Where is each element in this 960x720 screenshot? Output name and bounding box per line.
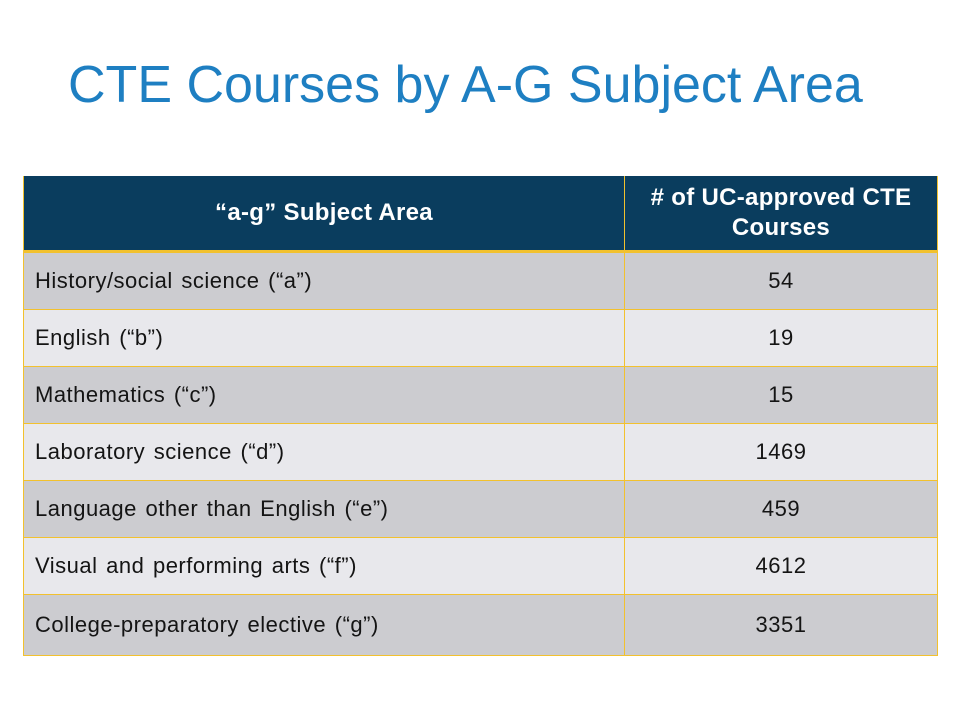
header-subject-area: “a-g” Subject Area bbox=[24, 176, 625, 250]
table-row bbox=[24, 367, 937, 424]
table-row bbox=[24, 253, 937, 310]
count-cell: 3351 bbox=[755, 612, 807, 637]
count-cell: 459 bbox=[761, 496, 801, 521]
subject-cell: Language other than English (“e”) bbox=[24, 481, 625, 537]
subject-cell: English (“b”) bbox=[24, 310, 625, 366]
subject-cell: Visual and performing arts (“f”) bbox=[24, 538, 625, 594]
subject-cell: Mathematics (“c”) bbox=[24, 367, 625, 423]
count-cell: 54 bbox=[768, 268, 794, 293]
table-row bbox=[24, 424, 937, 481]
slide-title: CTE Courses by A-G Subject Area bbox=[68, 56, 863, 114]
count-cell: 4612 bbox=[755, 553, 807, 578]
table-row bbox=[24, 310, 937, 367]
count-cell: 1469 bbox=[755, 439, 807, 464]
count-cell: 19 bbox=[768, 325, 794, 350]
subject-cell: History/social science (“a”) bbox=[24, 253, 625, 309]
count-cell: 15 bbox=[768, 382, 794, 407]
subject-cell: College-preparatory elective (“g”) bbox=[24, 595, 625, 655]
table-row bbox=[24, 538, 937, 595]
table-header-row bbox=[24, 176, 937, 253]
subject-cell: Laboratory science (“d”) bbox=[24, 424, 625, 480]
subject-area-table bbox=[23, 176, 938, 656]
header-course-count: # of UC-approved CTE Courses bbox=[650, 184, 912, 241]
table-row bbox=[24, 481, 937, 538]
table-row bbox=[24, 595, 937, 655]
